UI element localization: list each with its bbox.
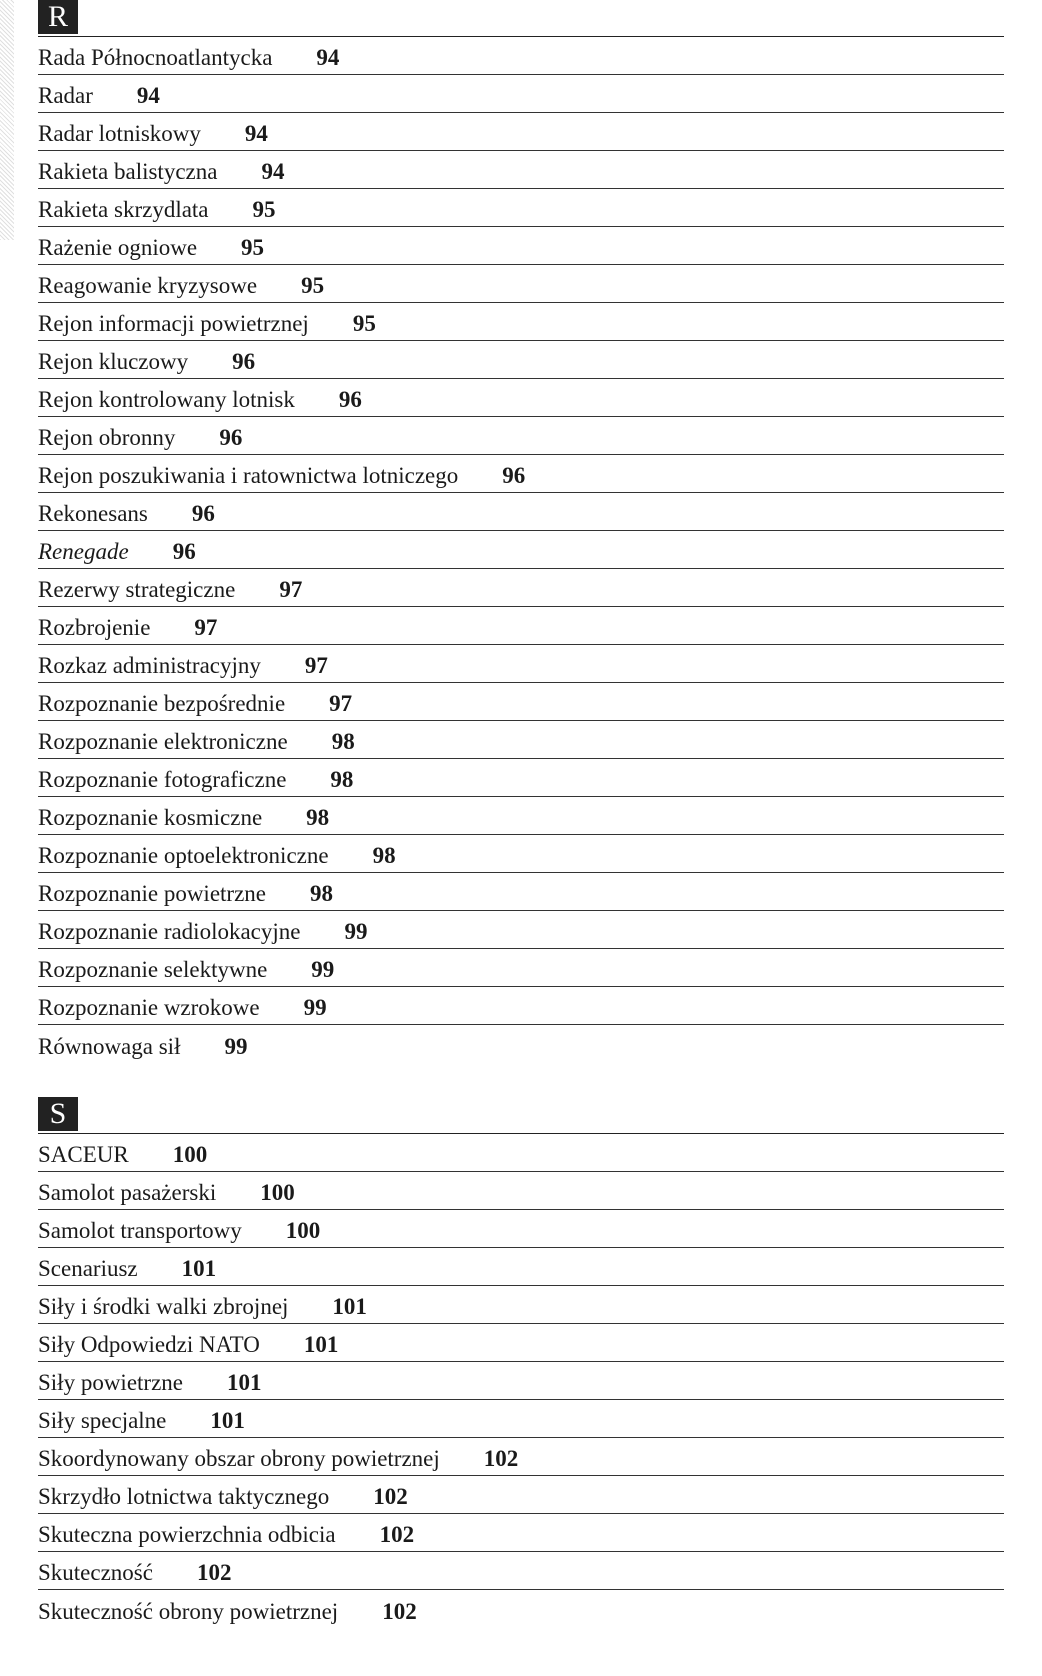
entry-term: Skuteczność: [38, 1560, 153, 1585]
entry-page-number: 94: [316, 45, 340, 70]
entry-page-number: 100: [285, 1218, 321, 1243]
entry-term: Radar: [38, 83, 93, 108]
index-entry: [38, 151, 1004, 189]
entry-page-number: 95: [352, 311, 376, 336]
entry-page-number: 101: [210, 1408, 245, 1433]
entry-page-number: 94: [244, 121, 268, 146]
entry-term: Siły powietrzne: [38, 1370, 183, 1395]
entry-page-number: 94: [136, 83, 160, 108]
entry-page-number: 99: [311, 957, 335, 982]
index-entry: [38, 1476, 1004, 1514]
entry-page-number: 101: [227, 1370, 262, 1395]
entry-page-number: 102: [373, 1484, 408, 1509]
index-entry: [38, 569, 1004, 607]
index-entry: [38, 949, 1004, 987]
entry-page-number: 100: [260, 1180, 295, 1205]
entry-term: Rada Północnoatlantycka: [38, 45, 273, 70]
entry-page-number: 98: [310, 881, 333, 906]
entry-page-number: 96: [502, 463, 526, 488]
page-edge-texture: [0, 0, 14, 240]
entry-page-number: 102: [483, 1446, 519, 1471]
entry-term: Rekonesans: [38, 501, 148, 526]
index-entry: [38, 607, 1004, 645]
entry-page-number: 96: [172, 539, 196, 564]
entry-page-number: 95: [301, 273, 325, 298]
index-entry: [38, 759, 1004, 797]
index-entry: [38, 493, 1004, 531]
index-entry: [38, 303, 1004, 341]
index-entry: [38, 341, 1004, 379]
entry-term: Renegade: [38, 539, 129, 564]
index-entry: [38, 1025, 1004, 1063]
index-entry: [38, 1590, 1004, 1628]
entry-page-number: 95: [241, 235, 265, 260]
entry-page-number: 98: [330, 767, 354, 792]
index-entry: [38, 417, 1004, 455]
entry-term: Rakieta skrzydlata: [38, 197, 209, 222]
entry-page-number: 99: [344, 919, 368, 944]
entry-page-number: 98: [331, 729, 355, 754]
entry-page-number: 98: [306, 805, 330, 830]
entry-list: [38, 36, 1004, 1063]
entry-term: Radar lotniskowy: [38, 121, 201, 146]
index-entry: [38, 75, 1004, 113]
entry-term: Skoordynowany obszar obrony powietrznej: [38, 1446, 440, 1471]
entry-list: [38, 1133, 1004, 1628]
entry-page-number: 99: [303, 995, 327, 1020]
entry-term: Siły i środki walki zbrojnej: [38, 1294, 289, 1319]
entry-term: Rozpoznanie kosmiczne: [38, 805, 263, 830]
entry-page-number: 98: [372, 843, 396, 868]
entry-page-number: 101: [303, 1332, 339, 1357]
index-entry: [38, 1552, 1004, 1590]
entry-term: Rozpoznanie radiolokacyjne: [38, 919, 301, 944]
entry-term: Samolot transportowy: [38, 1218, 242, 1243]
entry-term: Rażenie ogniowe: [38, 235, 198, 260]
index-entry: [38, 1210, 1004, 1248]
entry-term: Siły specjalne: [38, 1408, 167, 1433]
index-entry: [38, 113, 1004, 151]
entry-term: Rozpoznanie wzrokowe: [38, 995, 260, 1020]
entry-term: Skuteczna powierzchnia odbicia: [38, 1522, 336, 1547]
index-section-r: [38, 0, 1004, 1063]
entry-term: Rozpoznanie optoelektroniczne: [38, 843, 329, 868]
index-entry: [38, 911, 1004, 949]
entry-term: Rejon kluczowy: [38, 349, 189, 374]
entry-term: Reagowanie kryzysowe: [38, 273, 258, 298]
entry-term: Rozpoznanie bezpośrednie: [38, 691, 286, 716]
index-entry: [38, 1172, 1004, 1210]
entry-term: Rozkaz administracyjny: [38, 653, 261, 678]
entry-page-number: 101: [181, 1256, 217, 1281]
index-entry: [38, 455, 1004, 493]
entry-term: Równowaga sił: [38, 1034, 181, 1059]
entry-term: Rozbrojenie: [38, 615, 151, 640]
section-letter: R: [38, 0, 78, 34]
entry-term: Samolot pasażerski: [38, 1180, 217, 1205]
entry-term: Rejon poszukiwania i ratownictwa lotniczego: [38, 463, 459, 488]
index-entry: [38, 1248, 1004, 1286]
entry-page-number: 96: [232, 349, 256, 374]
index-entry: [38, 1514, 1004, 1552]
index-entry: [38, 265, 1004, 303]
index-entry: [38, 227, 1004, 265]
index-entry: [38, 987, 1004, 1025]
index-entry: [38, 797, 1004, 835]
entry-page-number: 97: [329, 691, 353, 716]
entry-term: SACEUR: [38, 1142, 129, 1167]
entry-page-number: 95: [252, 197, 276, 222]
index-entry: [38, 37, 1004, 75]
entry-term: Scenariusz: [38, 1256, 138, 1281]
entry-page-number: 96: [191, 501, 215, 526]
index-entry: [38, 1286, 1004, 1324]
index-entry: [38, 645, 1004, 683]
index-entry: [38, 379, 1004, 417]
entry-page-number: 97: [279, 577, 303, 602]
entry-term: Rezerwy strategiczne: [38, 577, 236, 602]
entry-term: Rozpoznanie fotograficzne: [38, 767, 287, 792]
entry-page-number: 102: [382, 1599, 417, 1624]
index-entry: [38, 1362, 1004, 1400]
index-entry: [38, 189, 1004, 227]
entry-term: Rozpoznanie elektroniczne: [38, 729, 288, 754]
entry-page-number: 97: [194, 615, 218, 640]
entry-term: Siły Odpowiedzi NATO: [38, 1332, 260, 1357]
entry-page-number: 101: [332, 1294, 367, 1319]
entry-page-number: 97: [304, 653, 328, 678]
entry-page-number: 100: [172, 1142, 208, 1167]
entry-page-number: 102: [379, 1522, 415, 1547]
index-entry: [38, 1438, 1004, 1476]
index-entry: [38, 683, 1004, 721]
entry-page-number: 99: [224, 1034, 248, 1059]
entry-term: Rakieta balistyczna: [38, 159, 218, 184]
entry-page-number: 96: [219, 425, 243, 450]
index-entry: [38, 1400, 1004, 1438]
index-entry: [38, 721, 1004, 759]
entry-term: Rejon kontrolowany lotnisk: [38, 387, 295, 412]
entry-page-number: 94: [261, 159, 285, 184]
index-section-s: [38, 1097, 1004, 1628]
section-letter: S: [38, 1097, 78, 1131]
entry-term: Skrzydło lotnictwa taktycznego: [38, 1484, 330, 1509]
entry-term: Rejon obronny: [38, 425, 176, 450]
entry-page-number: 96: [338, 387, 362, 412]
entry-term: Rejon informacji powietrznej: [38, 311, 309, 336]
index-entry: [38, 873, 1004, 911]
entry-page-number: 102: [196, 1560, 232, 1585]
index-entry: [38, 835, 1004, 873]
index-entry: [38, 1324, 1004, 1362]
index-entry: [38, 1134, 1004, 1172]
index-entry: [38, 531, 1004, 569]
entry-term: Skuteczność obrony powietrznej: [38, 1599, 339, 1624]
entry-term: Rozpoznanie selektywne: [38, 957, 268, 982]
entry-term: Rozpoznanie powietrzne: [38, 881, 266, 906]
